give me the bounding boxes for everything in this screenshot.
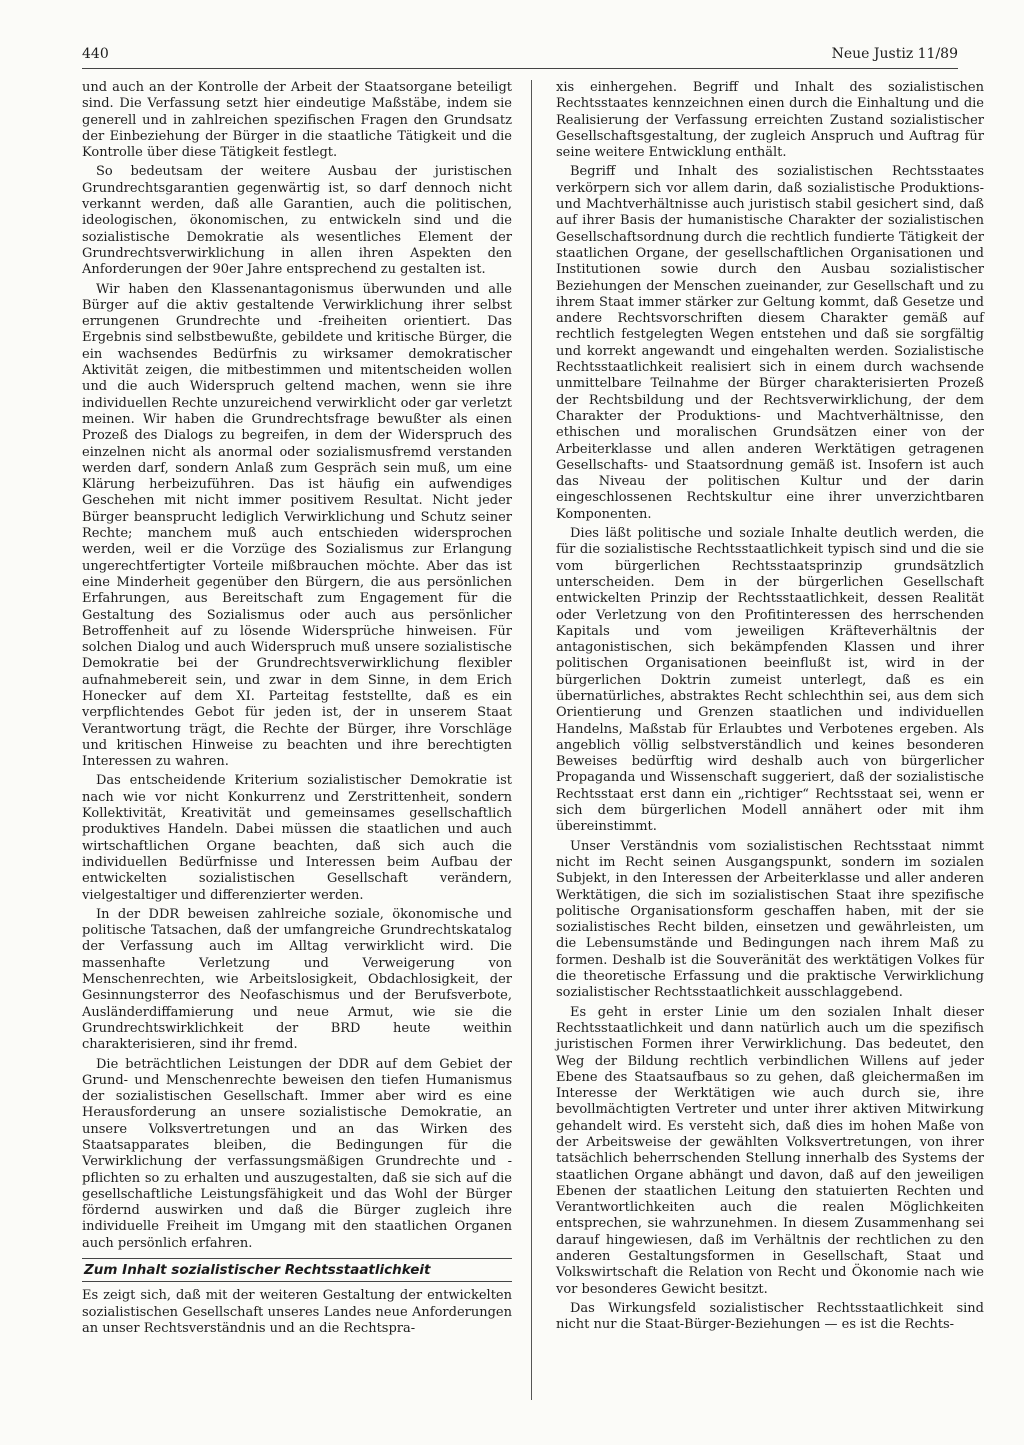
- paragraph: Es geht in erster Linie um den sozialen Inhalt dieser Rechtsstaatlichkeit und dann natürlich auch um die spezifisch juristischen Formen ihrer Verwirklichung. Das bedeutet, den Weg der Bildung rechtlich verbindlichen Willens auf jeder Ebene des Staatsaufbaus so zu gehen, daß gleichermaßen im Interesse der Werktätigen wie auch durch sie, ihre bevollmächtigten Vertreter und unter ihrer aktiven Mitwirkung gehandelt wird. Es versteht sich, daß dies im hohen Maße von der Arbeitsweise der gewählten Volksvertretungen, von ihrer tatsächlich beherrschenden Stellung innerhalb des Systems der staatlichen Organe abhängt und davon, daß auf den jeweiligen Ebenen der staatlichen Leitung den statuierten Rechten und Verantwortlichkeiten auch die realen Möglichkeiten entsprechen, sie wahrzunehmen. In diesem Zusammenhang sei darauf hingewiesen, daß im Verhältnis der rechtlichen zu den anderen Gestaltungsformen in Gesellschaft, Staat und Volkswirtschaft die Relation von Recht und Ökonomie nach wie vor besonderes Gewicht besitzt.: [556, 1004, 984, 1297]
- paragraph: xis einhergehen. Begriff und Inhalt des sozialistischen Rechtsstaates kennzeichnen einen durch die Einhaltung und die Realisierung der Verfassung erreichten Zustand sozialistischer Gesellschaftsgestaltung, der zugleich Anspruch und Auftrag für seine weitere Entwicklung enthält.: [556, 80, 984, 161]
- paragraph: Das entscheidende Kriterium sozialistischer Demokratie ist nach wie vor nicht Konkurrenz und Zerstrittenheit, sondern Kollektivität, Kreativität und gemeinsames gesellschaftlich produktives Handeln. Dabei müssen die staatlichen und auch wirtschaftlichen Organe beachten, daß sich auch die individuellen Bedürfnisse und Interessen beim Aufbau der entwickelten sozialistischen Gesellschaft verändern, vielgestaltiger und differenzierter werden.: [82, 773, 512, 903]
- paragraph: In der DDR beweisen zahlreiche soziale, ökonomische und politische Tatsachen, daß der umfangreiche Grundrechtskatalog der Verfassung auch im Alltag verwirklicht wird. Die massenhafte Verletzung und Verweigerung von Menschenrechten, wie Arbeitslosigkeit, Obdachlosigkeit, der Gesinnungsterror des Neofaschismus und der Berufsverbote, Ausländerdiffamierung und neue Armut, wie sie die Grundrechtswirklichkeit der BRD heute weithin charakterisieren, sind ihr fremd.: [82, 906, 512, 1053]
- paragraph: Das Wirkungsfeld sozialistischer Rechtsstaatlichkeit sind nicht nur die Staat-Bürger-Beziehungen — es ist die Rechts-: [556, 1300, 984, 1333]
- paragraph: Dies läßt politische und soziale Inhalte deutlich werden, die für die sozialistische Rechtsstaatlichkeit typisch sind und die sie vom bürgerlichen Rechtsstaatsprinzip grundsätzlich unterscheiden. Dem in der bürgerlichen Gesellschaft entwickelten Prinzip der Rechtsstaatlichkeit, dessen Realität oder Verletzung von den Profitinteressen des herrschenden Kapitals und vom jeweiligen Kräfteverhältnis der antagonistischen, sich bekämpfenden Klassen und ihrer politischen Organisationen beeinflußt ist, wird in der bürgerlichen Doktrin zumeist unterlegt, daß es ein übernatürliches, abstraktes Recht schlechthin sei, aus dem sich Orientierung und Grenzen staatlichen und individuellen Handelns, Maßstab für Erlaubtes und Verbotenes ergeben. Als angeblich völlig selbstverständlich und keines besonderen Beweises bedürftig wird deshalb auch von bürgerlicher Propaganda und Wissenschaft suggeriert, daß der sozialistische Rechtsstaat erst dann ein „richtiger“ Rechtsstaat sei, wenn er sich dem bürgerlichen Modell annähert oder mit ihm übereinstimmt.: [556, 526, 984, 835]
- page-header: [82, 46, 958, 70]
- paragraph: So bedeutsam der weitere Ausbau der juristischen Grundrechtsgarantien gegenwärtig ist, so darf dennoch nicht verkannt werden, daß alle Garantien, auch die politischen, ideologischen, ökonomischen, zu entwickeln sind und die sozialistische Demokratie als wesentliches Element der Grundrechtsverwirklichung in allen ihren Aspekten den Anforderungen der 90er Jahre entsprechend zu gestalten ist.: [82, 164, 512, 278]
- journal-issue: Neue Justiz 11/89: [831, 46, 958, 62]
- paragraph: Begriff und Inhalt des sozialistischen Rechtsstaates verkörpern sich vor allem darin, daß sozialistische Produktions- und Machtverhältnisse auch juristisch stabil gesichert sind, daß auf ihrer Basis der humanistische Charakter der sozialistischen Gesellschaftsordnung durch die rechtlich fundierte Tätigkeit der staatlichen Organe, der gesellschaftlichen Organisationen und Institutionen sowie durch den Ausbau sozialistischer Beziehungen der Menschen zueinander, zur Gesellschaft und zu ihrem Staat immer stärker zur Geltung kommt, daß Gesetze und andere Rechtsvorschriften diesem Charakter gemäß auf rechtlich festgelegten Wegen entstehen und daß sie sorgfältig und korrekt angewandt und eingehalten werden. Sozialistische Rechtsstaatlichkeit realisiert sich in einem durch wachsende unmittelbare Teilnahme der Bürger charakterisierten Prozeß der Rechtsbildung und der Rechtsverwirklichung, der dem Charakter der Produktions- und Machtverhältnisse, den ethischen und moralischen Grundsätzen einer von der Arbeiterklasse und allen anderen Werktätigen getragenen Gesellschafts- und Staatsordnung gemäß ist. Insofern ist auch das Niveau der politischen Kultur und der darin eingeschlossenen Rechtskultur eine ihrer unverzichtbaren Komponenten.: [556, 164, 984, 522]
- page-number: 440: [82, 46, 109, 62]
- paragraph: Wir haben den Klassenantagonismus überwunden und alle Bürger auf die aktiv gestaltende Verwirklichung ihrer selbst errungenen Grundrechte und -freiheiten orientiert. Das Ergebnis sind selbstbewußte, gebildete und kritische Bürger, die ein wachsendes Bedürfnis zu wirksamer demokratischer Aktivität zeigen, die mitbestimmen und mitentscheiden wollen und die auch Widerspruch geltend machen, wenn sie ihre individuellen Rechte unzureichend verwirklicht oder gar verletzt meinen. Wir haben die Grundrechtsfrage bewußter als einen Prozeß des Dialogs zu begreifen, in dem der Widerspruch des einzelnen nicht als anormal oder sozialismusfremd verstanden werden darf, sondern Anlaß zum Gespräch sein muß, um eine Klärung herbeizuführen. Das ist häufig ein aufwendiges Geschehen mit nicht immer positivem Resultat. Nicht jeder Bürger beansprucht lediglich Verwirklichung und Schutz seiner Rechte; manchem muß auch entschieden widersprochen werden, weil er die Vorzüge des Sozialismus zur Erlangung ungerechtfertigter Vorteile mißbrauchen möchte. Aber das ist eine Minderheit gegenüber den Bürgern, die aus persönlichen Erfahrungen, aus Bereitschaft zum Engagement für die Gestaltung des Sozialismus oder auch aus persönlicher Betroffenheit auf zu lösende Widersprüche hinweisen. Für solchen Dialog und auch Widerspruch muß unsere sozialistische Demokratie bei der Grundrechtsverwirklichung flexibler aufnahmebereit sein, und zwar in dem Sinne, in dem Erich Honecker auf dem XI. Parteitag feststellte, daß es ein verpflichtendes Gebot für jeden ist, der in unserem Staat Verantwortung trägt, die Rechte der Bürger, ihre Vorschläge und kritischen Hinweise zu beachten und ihre berechtigten Interessen zu wahren.: [82, 281, 512, 770]
- paragraph: Unser Verständnis vom sozialistischen Rechtsstaat nimmt nicht im Recht seinen Ausgangspunkt, sondern im sozialen Subjekt, in den Interessen der Arbeiterklasse und aller anderen Werktätigen, die sich im sozialistischen Staat ihre spezifische politische Organisationsform geschaffen haben, mit der sie sozialistisches Recht bilden, einsetzen und gewährleisten, um die Lebensumstände und Bedingungen nach ihrem Maß zu formen. Deshalb ist die Souveränität des werktätigen Volkes für die theoretische Erfassung und die praktische Verwirklichung sozialistischer Rechtsstaatlichkeit ausschlaggebend.: [556, 838, 984, 1001]
- header-rule: [82, 68, 958, 69]
- right-column: [556, 80, 984, 1337]
- section-heading: Zum Inhalt sozialistischer Rechtsstaatlichkeit: [82, 1258, 512, 1282]
- paragraph: und auch an der Kontrolle der Arbeit der Staatsorgane beteiligt sind. Die Verfassung setzt hier eindeutige Maßstäbe, indem sie generell und in zahlreichen spezifischen Fragen den Grundsatz der Einbeziehung der Bürger in die staatliche Tätigkeit und die Kontrolle über diese Tätigkeit festlegt.: [82, 80, 512, 161]
- column-divider: [531, 80, 532, 1400]
- paragraph: Es zeigt sich, daß mit der weiteren Gestaltung der entwickelten sozialistischen Gesellschaft unseres Landes neue Anforderungen an unser Rechtsverständnis und an die Rechtspra-: [82, 1288, 512, 1336]
- left-column: [82, 80, 512, 1340]
- paragraph: Die beträchtlichen Leistungen der DDR auf dem Gebiet der Grund- und Menschenrechte beweisen den tiefen Humanismus der sozialistischen Gesellschaft. Immer aber wird es eine Herausforderung an unsere sozialistische Demokratie, an unsere Volksvertretungen und an das Wirken des Staatsapparates bleiben, die Bedingungen für die Verwirklichung der verfassungsmäßigen Grundrechte und -pflichten so zu erhalten und auszugestalten, daß sie sich auf die gesellschaftliche Leistungsfähigkeit und das Wohl der Bürger fördernd auswirken und daß die Bürger zugleich ihre individuelle Freiheit im Umgang mit den staatlichen Organen auch persönlich erfahren.: [82, 1056, 512, 1251]
